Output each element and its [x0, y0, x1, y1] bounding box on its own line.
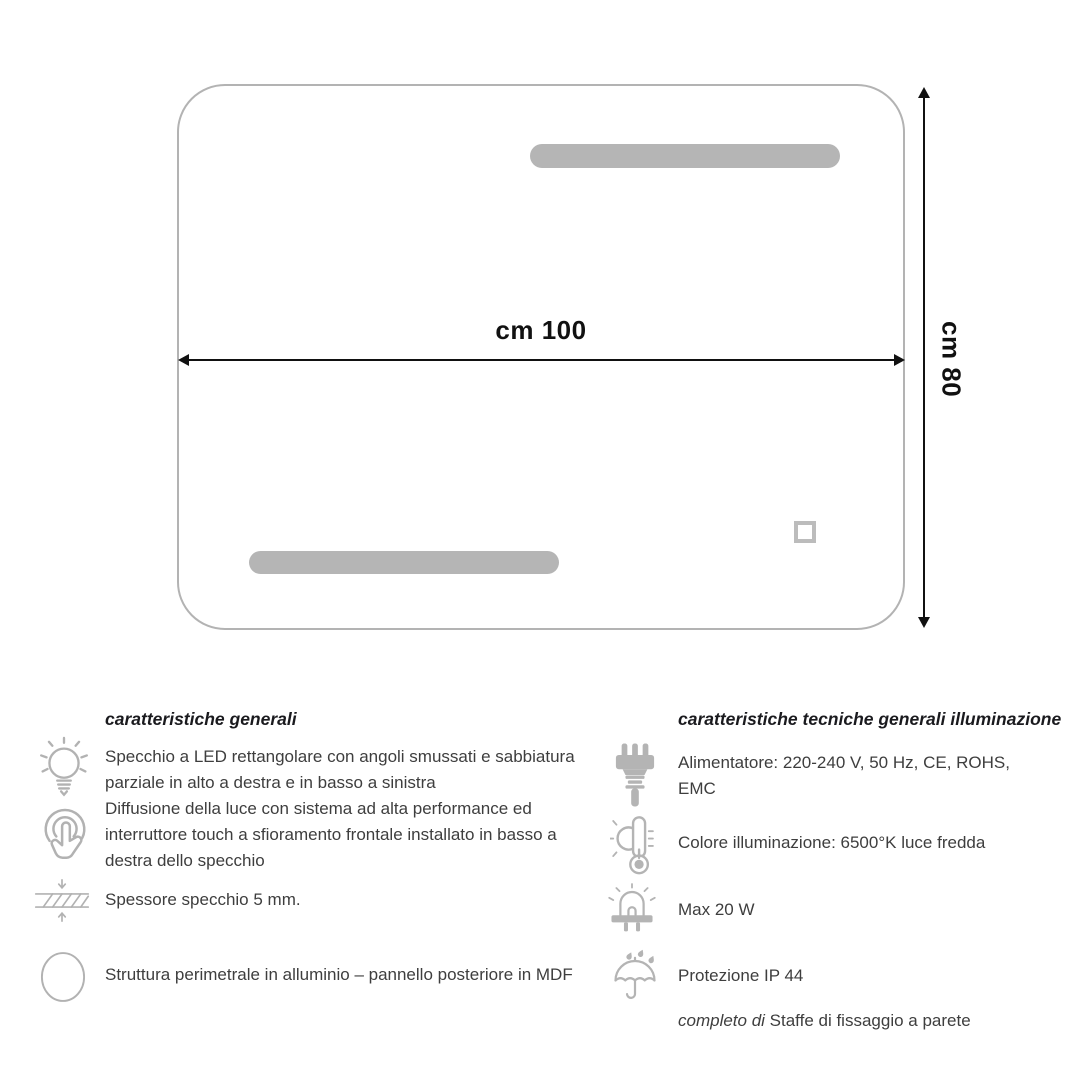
spec-item: Diffusione della luce con sistema ad alta performance ed interruttore touch a sfioramento frontale installato in basso a destra dello specchio: [105, 799, 557, 870]
spec-item: Struttura perimetrale in alluminio – pannello posteriore in MDF: [105, 965, 573, 984]
touch-icon: [38, 806, 92, 866]
right-column-header: caratteristiche tecniche generali illuminazione: [678, 709, 1062, 729]
footnote-rest: Staffe di fissaggio a parete: [764, 1011, 971, 1030]
height-dimension-label: cm 80: [936, 320, 967, 398]
led-strip-bottom: [249, 551, 559, 574]
arrowhead-right-icon: [894, 354, 905, 366]
umbrella-rain-icon: [612, 948, 658, 1004]
arrowhead-up-icon: [918, 87, 930, 98]
thermometer-icon: [610, 814, 658, 876]
footnote-italic: completo di: [678, 1011, 765, 1030]
led-strip-top: [530, 144, 840, 168]
power-plug-icon: [614, 743, 656, 807]
spec-item: Alimentatore: 220-240 V, 50 Hz, CE, ROHS, EMC: [678, 753, 1010, 798]
width-dimension-label: cm 100: [495, 315, 587, 345]
spec-item: Colore illuminazione: 6500°K luce fredda: [678, 833, 986, 852]
spec-footnote: [678, 1008, 1058, 1034]
width-dimension-line: [188, 359, 896, 361]
frame-circle-icon: [40, 951, 86, 1003]
spec-text-general: [105, 744, 587, 874]
left-column-header: caratteristiche generali: [105, 709, 297, 729]
height-dimension-line: [923, 97, 925, 618]
arrowhead-down-icon: [918, 617, 930, 628]
arrowhead-left-icon: [178, 354, 189, 366]
spec-item: Max 20 W: [678, 900, 755, 919]
touch-sensor-square: [794, 521, 816, 543]
spec-item: Spessore specchio 5 mm.: [105, 890, 301, 909]
mirror-thickness-icon: [32, 878, 92, 923]
led-lamp-icon: [607, 882, 657, 936]
spec-item: Protezione IP 44: [678, 966, 804, 985]
spec-item: Specchio a LED rettangolare con angoli smussati e sabbiatura parziale in alto a destra e in basso a sinistra: [105, 747, 575, 792]
led-bulb-icon: [36, 736, 92, 802]
